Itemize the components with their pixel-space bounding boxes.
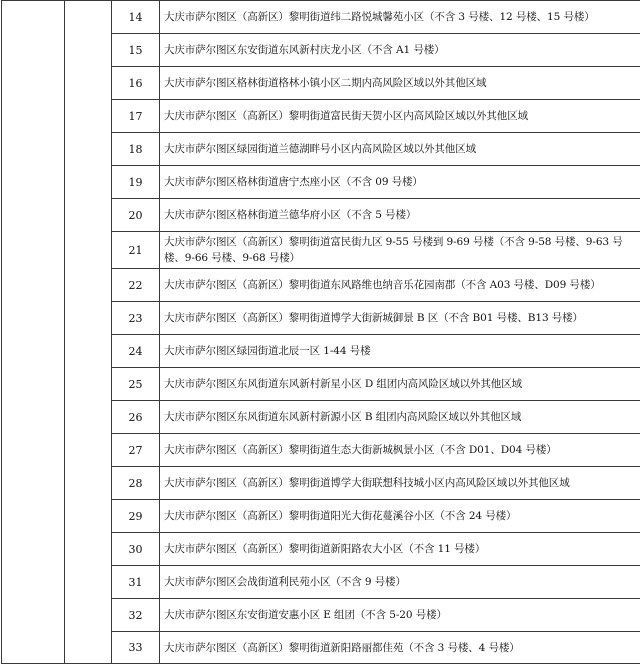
area-description: 大庆市萨尔图区东风街道东风新村新源小区 B 组团内高风险区域以外其他区域 [160,401,640,434]
row-number: 18 [112,133,160,166]
area-description: 大庆市萨尔图区（高新区）黎明街道纬二路悦城馨苑小区（不含 3 号楼、12 号楼、15 号楼） [160,1,640,34]
row-number: 20 [112,199,160,232]
area-description: 大庆市萨尔图区格林街道格林小镇小区二期内高风险区域以外其他区域 [160,67,640,100]
area-description: 大庆市萨尔图区格林街道兰德华府小区（不含 5 号楼） [160,199,640,232]
area-description: 大庆市萨尔图区东安街道东风新村庆龙小区（不含 A1 号楼） [160,34,640,67]
row-number: 31 [112,566,160,599]
area-description: 大庆市萨尔图区格林街道唐宁杰座小区（不含 09 号楼） [160,166,640,199]
area-description: 大庆市萨尔图区绿园街道北辰一区 1-44 号楼 [160,335,640,368]
area-description: 大庆市萨尔图区东风街道东风新村新星小区 D 组团内高风险区域以外其他区域 [160,368,640,401]
area-description: 大庆市萨尔图区（高新区）黎明街道阳光大街花蔓溪谷小区（不含 24 号楼） [160,500,640,533]
area-description: 大庆市萨尔图区（高新区）黎明街道博学大街新城御景 B 区（不含 B01 号楼、B13 号楼） [160,302,640,335]
row-number: 25 [112,368,160,401]
row-number: 23 [112,302,160,335]
table-body [2,1,640,664]
merged-category-cell [65,1,112,664]
row-number: 32 [112,599,160,632]
row-number: 22 [112,269,160,302]
area-description: 大庆市萨尔图区（高新区）黎明街道新阳路农大小区（不含 11 号楼） [160,533,640,566]
row-number: 24 [112,335,160,368]
row-number: 30 [112,533,160,566]
row-number: 28 [112,467,160,500]
table-row [2,1,640,34]
area-description: 大庆市萨尔图区会战街道利民苑小区（不含 9 号楼） [160,566,640,599]
row-number: 27 [112,434,160,467]
area-description: 大庆市萨尔图区东安街道安惠小区 E 组团（不含 5-20 号楼） [160,599,640,632]
area-description: 大庆市萨尔图区（高新区）黎明街道东风路维也纳音乐花园南郡（不含 A03 号楼、D09 号楼） [160,269,640,302]
row-number: 33 [112,632,160,664]
row-number: 17 [112,100,160,133]
area-description: 大庆市萨尔图区（高新区）黎明街道博学大街联想科技城小区内高风险区域以外其他区域 [160,467,640,500]
area-description: 大庆市萨尔图区（高新区）黎明街道生态大街新城枫景小区（不含 D01、D04 号楼） [160,434,640,467]
merged-region-cell [2,1,65,664]
row-number: 19 [112,166,160,199]
row-number: 21 [112,232,160,269]
row-number: 15 [112,34,160,67]
area-description: 大庆市萨尔图区（高新区）黎明街道富民街天贺小区内高风险区域以外其他区域 [160,100,640,133]
row-number: 16 [112,67,160,100]
risk-area-table [1,0,640,664]
row-number: 26 [112,401,160,434]
area-description: 大庆市萨尔图区（高新区）黎明街道新阳路丽都佳苑（不含 3 号楼、4 号楼） [160,632,640,664]
row-number: 29 [112,500,160,533]
area-description: 大庆市萨尔图区（高新区）黎明街道富民街九区 9-55 号楼到 9-69 号楼（不含 9-58 号楼、9-63 号楼、9-66 号楼、9-68 号楼） [160,232,640,269]
area-description: 大庆市萨尔图区绿园街道兰德湖畔号小区内高风险区域以外其他区域 [160,133,640,166]
row-number: 14 [112,1,160,34]
